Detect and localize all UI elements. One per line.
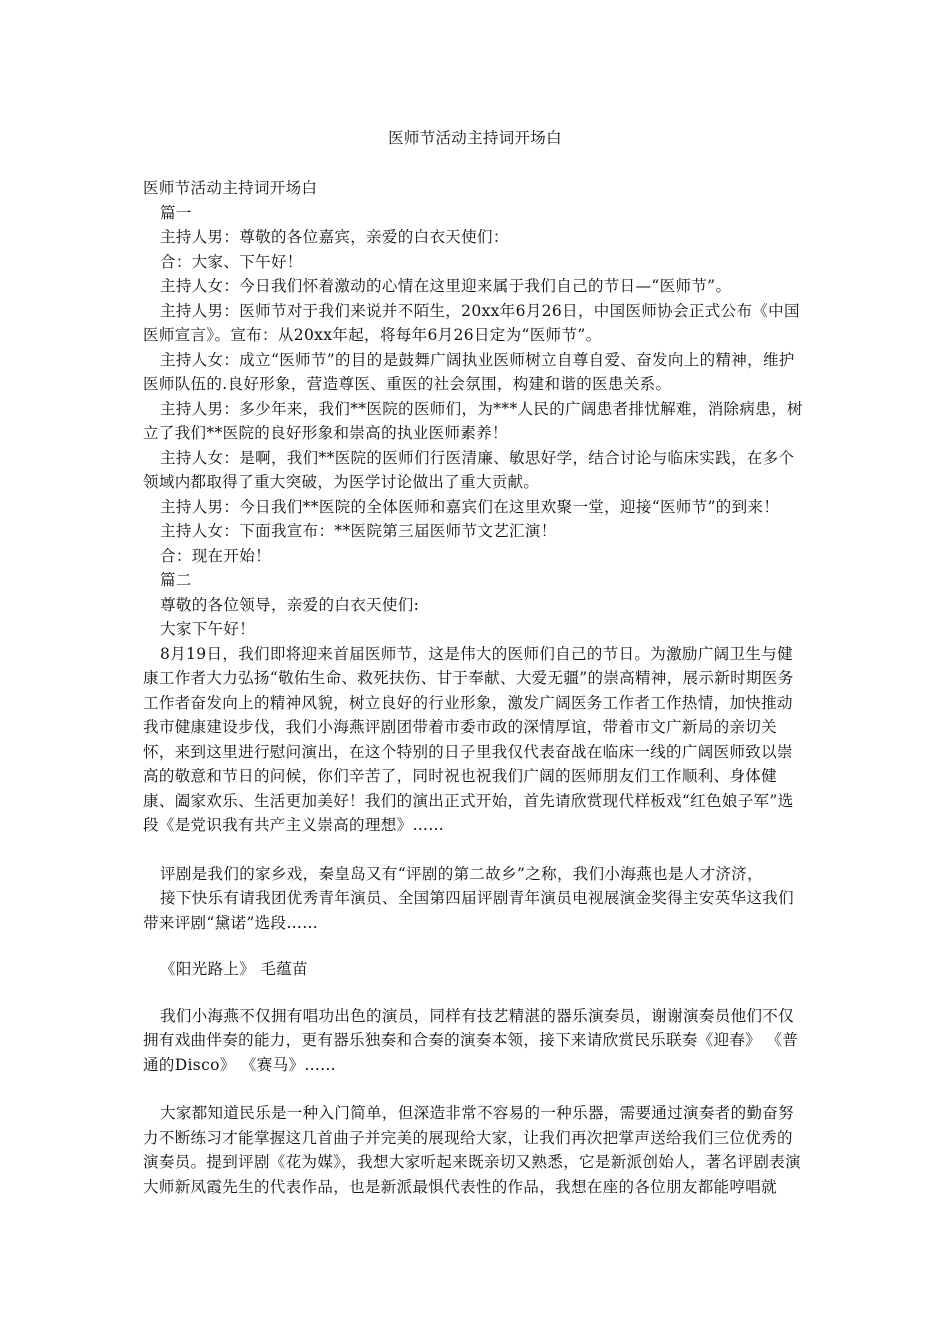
- paragraph: 主持人女：是啊，我们**医院的医师们行医清廉、敏思好学，结合讨论与临床实践，在多个领域内都取得了重大突破，为医学讨论做出了重大贡献。: [143, 448, 795, 491]
- paragraph: 合：大家、下午好！: [160, 252, 303, 271]
- paragraph: 评剧是我们的家乡戏，秦皇岛又有“评剧的第二故乡”之称，我们小海燕也是人才济济，: [160, 864, 764, 883]
- paragraph-subtitle: 医师节活动主持词开场白: [143, 179, 318, 197]
- paragraph: 主持人男：今日我们**医院的全体医师和嘉宾们在这里欢聚一堂，迎接“医师节”的到来！: [160, 497, 780, 516]
- paragraph: 我们小海燕不仅拥有唱功出色的演员，同样有技艺精湛的器乐演奏员，谢谢演奏员他们不仅拥有戏曲伴奏的能力，更有器乐独奏和合奏的演奏本领，接下来请欣赏民乐联奏《迎春》 《普通的Disco》 《赛马》……: [143, 1006, 799, 1074]
- paragraph: 大家都知道民乐是一种入门简单，但深造非常不容易的一种乐器，需要通过演奏者的勤奋努力不断练习才能掌握这几首曲子并完美的展现给大家，让我们再次把掌声送给我们三位优秀的演奏员。提到评剧《花为媒》，我想大家听起来既亲切又熟悉，它是新派创始人，著名评剧表演大师新凤霞先生的代表作品，也是新派最惧代表性的作品，我想在座的各位朋友都能哼唱就: [143, 1104, 801, 1196]
- paragraph: 8月19日，我们即将迎来首届医师节，这是伟大的医师们自己的节日。为激励广阔卫生与健康工作者大力弘扬“敬佑生命、救死扶伤、甘于奉献、大爱无疆”的崇高精神，展示新时期医务工作者奋发向上的精神风貌，树立良好的行业形象，激发广阔医务工作者工作热情，加快推动我市健康建设步伐，我们小海燕评剧团带着市委市政的深情厚谊，带着市文广新局的亲切关怀，来到这里进行慰问演出，在这个特别的日子里我仅代表奋战在临床一线的广阔医师致以崇高的敬意和节日的问候，你们辛苦了，同时祝也祝我们广阔的医师朋友们工作顺利、身体健康、阖家欢乐、生活更加美好！我们的演出正式开始，首先请欣赏现代样板戏“红色娘子军”选段《是党识我有共产主义崇高的理想》……: [143, 644, 794, 834]
- paragraph: 大家下午好！: [160, 620, 256, 638]
- paragraph: 合：现在开始！: [160, 546, 271, 565]
- section-heading-1: 篇一: [160, 203, 192, 222]
- paragraph: 主持人女：下面我宣布：**医院第三届医师节文艺汇演！: [160, 522, 557, 540]
- paragraph: 接下快乐有请我团优秀青年演员、全国第四届评剧青年演员电视展演金奖得主安英华这我们带来评剧“黛诺”选段……: [143, 889, 795, 932]
- paragraph: 主持人女：成立“医师节”的目的是鼓舞广阔执业医师树立自尊自爱、奋发向上的精神，维护医师队伍的.良好形象，营造尊医、重医的社会氛围，构建和谐的医患关系。: [143, 350, 795, 393]
- paragraph: 尊敬的各位领导，亲爱的白衣天使们:: [160, 595, 420, 614]
- section-heading-2: 篇二: [160, 571, 192, 589]
- paragraph: 主持人女：今日我们怀着激动的心情在这里迎来属于我们自己的节日—“医师节”。: [160, 277, 732, 295]
- paragraph: 主持人男：尊敬的各位嘉宾，亲爱的白衣天使们：: [160, 228, 509, 246]
- paragraph: 主持人男：多少年来，我们**医院的医师们，为***人民的广阔患者排忧解难，消除病患，树立了我们**医院的良好形象和崇高的执业医师素养！: [143, 399, 803, 442]
- program-title: 《阳光路上》 毛蕴苗: [160, 960, 308, 978]
- paragraph: 主持人男：医师节对于我们来说并不陌生，20xx年6月26日，中国医师协会正式公布《中国医师宣言》。宣布：从20xx年起，将每年6月26日定为“医师节”。: [143, 301, 800, 344]
- page-title: 医师节活动主持词开场白: [388, 129, 562, 147]
- document-body: [143, 176, 805, 1199]
